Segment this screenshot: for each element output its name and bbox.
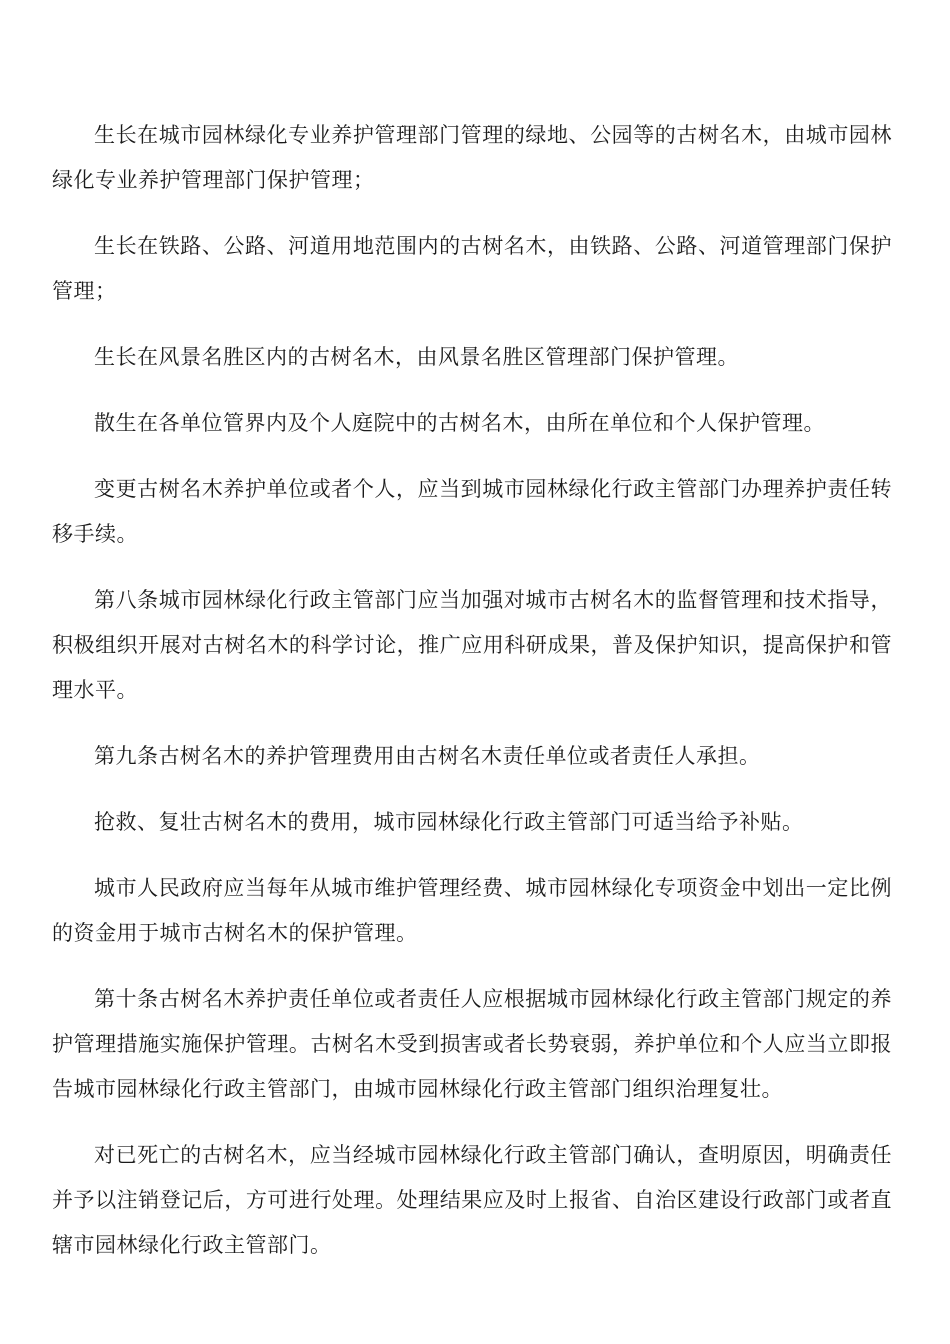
- paragraph-10: 第十条古树名木养护责任单位或者责任人应根据城市园林绿化行政主管部门规定的养护管理措施实施保护管理。古树名木受到损害或者长势衰弱，养护单位和个人应当立即报告城市园林绿化行政主管部门，由城市园林绿化行政主管部门组织治理复壮。: [52, 987, 892, 1101]
- document-body: [52, 113, 892, 1289]
- paragraph-4: 散生在各单位管界内及个人庭院中的古树名木，由所在单位和个人保护管理。: [94, 411, 825, 435]
- paragraph-5: 变更古树名木养护单位或者个人，应当到城市园林绿化行政主管部门办理养护责任转移手续。: [52, 477, 892, 546]
- paragraph-6: 第八条城市园林绿化行政主管部门应当加强对城市古树名木的监督管理和技术指导，积极组织开展对古树名木的科学讨论，推广应用科研成果，普及保护知识，提高保护和管理水平。: [52, 588, 892, 702]
- paragraph-9: 城市人民政府应当每年从城市维护管理经费、城市园林绿化专项资金中划出一定比例的资金用于城市古树名木的保护管理。: [52, 876, 892, 945]
- paragraph-3: 生长在风景名胜区内的古树名木，由风景名胜区管理部门保护管理。: [94, 345, 739, 369]
- paragraph-11: 对已死亡的古树名木，应当经城市园林绿化行政主管部门确认，查明原因，明确责任并予以注销登记后，方可进行处理。处理结果应及时上报省、自治区建设行政部门或者直辖市园林绿化行政主管部门。: [52, 1143, 892, 1257]
- paragraph-2: 生长在铁路、公路、河道用地范围内的古树名木，由铁路、公路、河道管理部门保护管理；: [52, 234, 892, 303]
- paragraph-8: 抢救、复壮古树名木的费用，城市园林绿化行政主管部门可适当给予补贴。: [94, 810, 804, 834]
- paragraph-1: 生长在城市园林绿化专业养护管理部门管理的绿地、公园等的古树名木，由城市园林绿化专业养护管理部门保护管理；: [52, 123, 892, 192]
- paragraph-7: 第九条古树名木的养护管理费用由古树名木责任单位或者责任人承担。: [94, 744, 761, 768]
